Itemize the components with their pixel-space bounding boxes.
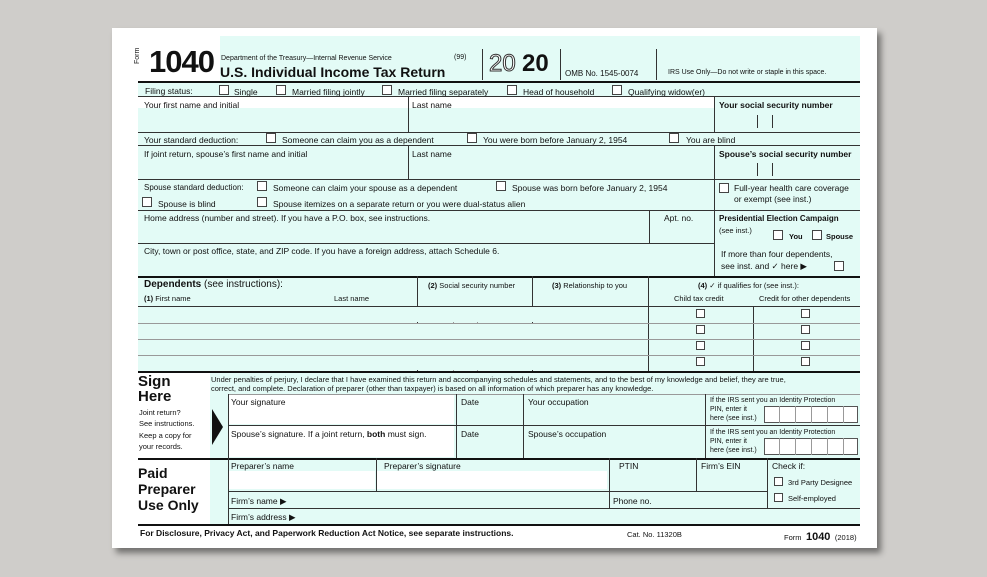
rule: [714, 210, 715, 277]
form-code: (99): [454, 54, 467, 61]
dep-col1-text: First name: [155, 294, 191, 303]
here-title: Here: [138, 388, 172, 405]
spouse-pin-label-3: here (see inst.): [710, 447, 757, 454]
rule: [138, 145, 860, 146]
spouse-claimed-checkbox[interactable]: [257, 181, 267, 191]
header-divider-3: [656, 49, 657, 80]
year-outline: 20: [489, 50, 516, 77]
child-credit-checkbox-2[interactable]: [696, 325, 705, 334]
rule: [705, 394, 706, 458]
rule: [408, 96, 409, 132]
form-title: U.S. Individual Income Tax Return: [220, 64, 446, 80]
spouse-born-before-label: Spouse was born before January 2, 1954: [512, 183, 668, 193]
qualifying-widow-checkbox[interactable]: [612, 85, 622, 95]
spouse-ssn-input[interactable]: [718, 161, 858, 177]
irs-use-only: IRS Use Only—Do not write or staple in this space.: [668, 69, 827, 76]
married-separately-label: Married filing separately: [398, 87, 489, 97]
dep-col2-text: Social security number: [439, 281, 516, 290]
rule: [138, 210, 860, 211]
preparer-name-label: Preparer’s name: [231, 461, 294, 471]
sign-arrow-icon: [212, 409, 223, 445]
rule: [138, 371, 860, 373]
spouse-occupation-label: Spouse’s occupation: [528, 429, 607, 439]
apt-no-input[interactable]: [652, 225, 710, 241]
pin-split: [843, 438, 844, 455]
self-employed-checkbox[interactable]: [774, 493, 783, 502]
pin-split: [779, 438, 780, 455]
rule: [228, 491, 767, 492]
sign-title: Sign: [138, 373, 171, 390]
dependent-row-1[interactable]: [138, 307, 648, 322]
qualifying-widow-label: Qualifying widow(er): [628, 87, 705, 97]
use-only-title: Use Only: [138, 497, 199, 513]
firm-ein-label: Firm’s EIN: [701, 461, 741, 471]
pec-spouse-label: Spouse: [826, 232, 854, 241]
ssn-input[interactable]: [718, 112, 858, 130]
dep-col3-text: Relationship to you: [563, 281, 628, 290]
dep-col4-text: ✓ if qualifies for (see inst.):: [709, 281, 799, 290]
born-before-checkbox[interactable]: [467, 133, 477, 143]
occupation-label: Your occupation: [528, 397, 589, 407]
other-credit-checkbox-1[interactable]: [801, 309, 810, 318]
pin-split: [779, 406, 780, 423]
spouse-std-deduction-label: Spouse standard deduction:: [144, 183, 244, 192]
firm-name-label: Firm’s name ▶: [231, 496, 287, 506]
check-if-label: Check if:: [772, 461, 806, 471]
blind-label: You are blind: [686, 135, 736, 145]
health-coverage-label-2: or exempt (see inst.): [734, 194, 812, 204]
preparer-title: Preparer: [138, 481, 196, 497]
other-credit-checkbox-2[interactable]: [801, 325, 810, 334]
rule: [138, 96, 860, 97]
ssn-label: Your social security number: [719, 100, 833, 110]
pin-split: [795, 438, 796, 455]
rule: [138, 179, 860, 180]
other-credit-checkbox-3[interactable]: [801, 341, 810, 350]
ssn-separator: [757, 115, 758, 128]
rule: [714, 145, 715, 179]
pin-split: [827, 438, 828, 455]
dependent-row-3[interactable]: [138, 340, 648, 355]
rule: [228, 508, 860, 509]
blind-checkbox[interactable]: [669, 133, 679, 143]
pin-split: [827, 406, 828, 423]
perjury-statement-2: correct, and complete. Declaration of preparer (other than taxpayer) is based on all information of which preparer has any knowledge.: [211, 384, 654, 393]
ssn-separator: [772, 115, 773, 128]
rule: [649, 210, 650, 243]
pin-split: [843, 406, 844, 423]
rule: [138, 132, 860, 133]
dep-col3-num: (3): [552, 281, 562, 290]
rule: [138, 524, 860, 526]
spouse-claimed-label: Someone can claim your spouse as a dependent: [273, 183, 458, 193]
child-credit-checkbox-3[interactable]: [696, 341, 705, 350]
std-deduction-label: Your standard deduction:: [144, 135, 239, 145]
pin-label-2: PIN, enter it: [710, 406, 747, 413]
dep-col2: [428, 281, 515, 290]
preparer-name-area[interactable]: [228, 471, 375, 489]
city-label: City, town or post office, state, and ZIP code. If you have a foreign address, attach Schedule 6.: [144, 246, 500, 256]
spouse-signature-label: [231, 429, 426, 439]
spouse-date-label: Date: [461, 429, 479, 439]
preparer-signature-label: Preparer’s signature: [384, 461, 461, 471]
rule: [523, 394, 524, 458]
dep-col3: [552, 281, 627, 290]
ssn-separator: [772, 163, 773, 176]
spouse-sig-text-c: must sign.: [385, 429, 427, 439]
single-checkbox[interactable]: [219, 85, 229, 95]
more-dependents-label: If more than four dependents,: [721, 249, 833, 259]
date-label: Date: [461, 397, 479, 407]
spouse-first-name-label: If joint return, spouse’s first name and initial: [144, 149, 308, 159]
firm-address-input[interactable]: [302, 510, 858, 522]
home-address-label: Home address (number and street). If you have a P.O. box, see instructions.: [144, 213, 431, 223]
firm-address-label: Firm’s address ▶: [231, 512, 296, 522]
footer-form-year: (2018): [834, 533, 857, 542]
spouse-itemizes-label: Spouse itemizes on a separate return or you were dual-status alien: [273, 199, 526, 209]
omb-number: OMB No. 1545-0074: [565, 69, 639, 78]
pin-split: [795, 406, 796, 423]
spouse-pin-label-2: PIN, enter it: [710, 438, 747, 445]
dependent-row-2[interactable]: [138, 324, 648, 339]
dep-col4-num: (4): [698, 281, 708, 290]
catalog-number: Cat. No. 11320B: [627, 530, 682, 539]
rule: [138, 243, 714, 244]
home-address-input[interactable]: [140, 225, 644, 241]
third-party-designee-checkbox[interactable]: [774, 477, 783, 486]
treasury-dept: Department of the Treasury—Internal Revenue Service: [221, 55, 392, 62]
pin-split: [811, 406, 812, 423]
last-name-label: Last name: [412, 100, 452, 110]
dependents-title-note: (see instructions):: [204, 279, 283, 290]
year-solid: 20: [522, 50, 549, 77]
preparer-signature-area[interactable]: [377, 471, 607, 489]
header-rule: [138, 81, 860, 83]
firm-name-input[interactable]: [298, 494, 606, 506]
dependent-row-4[interactable]: [138, 356, 648, 370]
first-name-input[interactable]: [140, 112, 404, 130]
pec-you-checkbox[interactable]: [773, 230, 783, 240]
pec-you-label: You: [789, 232, 803, 241]
pec-title: Presidential Election Campaign: [719, 214, 839, 223]
married-jointly-label: Married filing jointly: [292, 87, 365, 97]
rule: [376, 458, 377, 491]
sign-note: Joint return?: [139, 408, 181, 417]
more-dependents-label-2: see inst. and ✓ here ▶: [721, 261, 807, 271]
spouse-itemizes-checkbox[interactable]: [257, 197, 267, 207]
health-coverage-label: Full-year health care coverage: [734, 183, 849, 193]
dep-col1: [144, 294, 191, 303]
city-input[interactable]: [140, 258, 710, 275]
sign-note: See instructions.: [139, 419, 195, 428]
perjury-statement: Under penalties of perjury, I declare that I have examined this return and accompanying schedules and statements, and to the best of my knowledge and belief, they are true,: [211, 375, 786, 384]
claimed-dependent-checkbox[interactable]: [266, 133, 276, 143]
claimed-dependent-label: Someone can claim you as a dependent: [282, 135, 434, 145]
rule: [714, 96, 715, 132]
phone-label: Phone no.: [613, 496, 652, 506]
child-credit-checkbox-4[interactable]: [696, 357, 705, 366]
first-name-label: Your first name and initial: [144, 100, 240, 110]
ptin-label: PTIN: [619, 461, 639, 471]
self-employed-label: Self-employed: [788, 494, 836, 503]
footer-form-word: Form: [784, 533, 802, 542]
rule: [228, 394, 860, 395]
dep-col4a: Child tax credit: [674, 294, 724, 303]
footer-notice: For Disclosure, Privacy Act, and Paperwork Reduction Act Notice, see separate instructions.: [140, 528, 514, 538]
spouse-sig-text-b: both: [366, 429, 386, 439]
rule: [138, 458, 860, 460]
header-divider-2: [560, 49, 561, 80]
pin-label: If the IRS sent you an Identity Protection: [710, 397, 836, 404]
spouse-last-name-label: Last name: [412, 149, 452, 159]
header-divider: [482, 49, 483, 80]
married-jointly-checkbox[interactable]: [276, 85, 286, 95]
paid-title: Paid: [138, 465, 168, 481]
dep-col4: [698, 281, 799, 290]
third-party-designee-label: 3rd Party Designee: [788, 478, 853, 487]
pec-spouse-checkbox[interactable]: [812, 230, 822, 240]
health-coverage-checkbox[interactable]: [719, 183, 729, 193]
single-label: Single: [234, 87, 258, 97]
form-1040-sheet: [112, 28, 877, 548]
head-of-household-label: Head of household: [523, 87, 595, 97]
rule: [456, 394, 457, 458]
rule: [767, 458, 768, 508]
footer-form-id: [784, 527, 857, 545]
rule: [138, 276, 860, 278]
phone-input[interactable]: [658, 494, 764, 506]
dependents-title-bold: Dependents: [144, 279, 202, 290]
more-dependents-checkbox[interactable]: [834, 261, 844, 271]
rule: [714, 179, 715, 210]
spouse-ssn-label: Spouse’s social security number: [719, 149, 852, 159]
rule: [696, 458, 697, 491]
footer-form-number: 1040: [805, 531, 831, 543]
head-of-household-checkbox[interactable]: [507, 85, 517, 95]
other-credit-checkbox-4[interactable]: [801, 357, 810, 366]
dep-col1-num: (1): [144, 294, 154, 303]
sign-note: your records.: [139, 442, 183, 451]
spouse-blind-checkbox[interactable]: [142, 197, 152, 207]
rule: [408, 145, 409, 179]
sign-note: Keep a copy for: [139, 431, 192, 440]
last-name-input[interactable]: [412, 112, 710, 130]
spouse-sig-text-a: Spouse’s signature. If a joint return,: [231, 429, 367, 439]
filing-status-label: Filing status:: [145, 86, 193, 96]
pec-inst: (see inst.): [719, 226, 752, 235]
spouse-born-before-checkbox[interactable]: [496, 181, 506, 191]
apt-no-label: Apt. no.: [664, 213, 694, 223]
spouse-pin-label: If the IRS sent you an Identity Protection: [710, 429, 836, 436]
form-word: Form: [134, 47, 141, 64]
born-before-label: You were born before January 2, 1954: [483, 135, 628, 145]
dep-col2-num: (2): [428, 281, 438, 290]
spouse-last-name-input[interactable]: [412, 161, 710, 177]
pin-label-3: here (see inst.): [710, 415, 757, 422]
dep-col4b: Credit for other dependents: [759, 294, 851, 303]
rule: [228, 394, 229, 458]
form-number: 1040: [149, 44, 214, 79]
rule: [228, 425, 860, 426]
pin-split: [811, 438, 812, 455]
rule: [609, 458, 610, 508]
spouse-blind-label: Spouse is blind: [158, 199, 216, 209]
child-credit-checkbox-1[interactable]: [696, 309, 705, 318]
dep-col1b: Last name: [334, 294, 370, 303]
dependents-title: [144, 279, 283, 290]
ssn-separator: [757, 163, 758, 176]
spouse-first-name-input[interactable]: [140, 161, 404, 177]
married-separately-checkbox[interactable]: [382, 85, 392, 95]
your-signature-label: Your signature: [231, 397, 286, 407]
